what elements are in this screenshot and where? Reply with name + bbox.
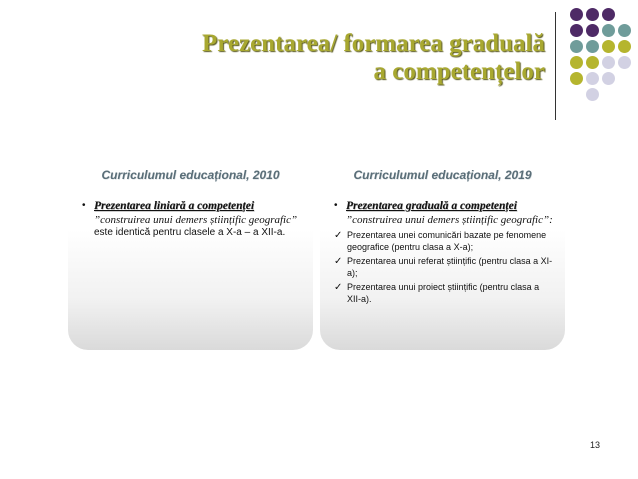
bullet-item bbox=[334, 200, 555, 227]
slide-title-line-2: a competențelor bbox=[373, 58, 545, 85]
dot-lavender-3 bbox=[586, 72, 599, 85]
slide-title bbox=[90, 30, 545, 86]
check-item-text: Prezentarea unui referat științific (pentru clasa a XI-a); bbox=[347, 256, 553, 278]
dot-olive-5 bbox=[570, 72, 583, 85]
bullet-marker: • bbox=[82, 200, 86, 211]
dot-purple-1 bbox=[570, 8, 583, 21]
dot-lavender-2 bbox=[618, 56, 631, 69]
check-item-text: Prezentarea unei comunicări bazate pe fenomene geografice (pentru clasa a X-a); bbox=[347, 230, 547, 252]
dot-lavender-4 bbox=[602, 72, 615, 85]
dot-lavender-5 bbox=[586, 88, 599, 101]
check-item-text: Prezentarea unui proiect științific (pentru clasa a XII-a). bbox=[347, 282, 540, 304]
dot-olive-3 bbox=[570, 56, 583, 69]
check-item bbox=[334, 256, 555, 279]
bullet-title: Prezentarea graduală a competenței bbox=[346, 200, 517, 212]
card-header: Curriculumul educațional, 2010 bbox=[101, 168, 280, 182]
dot-purple-4 bbox=[570, 24, 583, 37]
check-item bbox=[334, 282, 555, 305]
curriculum-2010-card bbox=[68, 150, 313, 350]
checkmark-icon: ✓ bbox=[334, 230, 343, 241]
page-number: 13 bbox=[590, 440, 601, 450]
bullet-marker: • bbox=[334, 200, 338, 211]
dot-teal-4 bbox=[586, 40, 599, 53]
bullet-item bbox=[82, 200, 303, 240]
bullet-title: Prezentarea liniară a competenței bbox=[94, 200, 255, 212]
card-body bbox=[334, 200, 555, 305]
dot-lavender-1 bbox=[602, 56, 615, 69]
title-divider bbox=[555, 12, 556, 120]
dot-purple-3 bbox=[602, 8, 615, 21]
dot-teal-3 bbox=[570, 40, 583, 53]
checkmark-icon: ✓ bbox=[334, 256, 343, 267]
dot-olive-4 bbox=[586, 56, 599, 69]
dot-olive-2 bbox=[618, 40, 631, 53]
slide-title-line-1: Prezentarea/ formarea graduală bbox=[202, 30, 545, 57]
dot-purple-2 bbox=[586, 8, 599, 21]
card-body bbox=[82, 200, 303, 240]
dot-teal-1 bbox=[602, 24, 615, 37]
dot-olive-1 bbox=[602, 40, 615, 53]
dot-teal-2 bbox=[618, 24, 631, 37]
bullet-text: este identică pentru clasele a X-a – a XII-a. bbox=[94, 227, 286, 238]
checkmark-icon: ✓ bbox=[334, 282, 343, 293]
bullet-quote: ”construirea unui demers științific geografic”: bbox=[346, 213, 553, 226]
card-header: Curriculumul educațional, 2019 bbox=[353, 168, 532, 182]
curriculum-2019-card bbox=[320, 150, 565, 350]
check-item bbox=[334, 230, 555, 253]
dot-purple-5 bbox=[586, 24, 599, 37]
bullet-quote: ”construirea unui demers științific geografic” bbox=[94, 213, 298, 226]
